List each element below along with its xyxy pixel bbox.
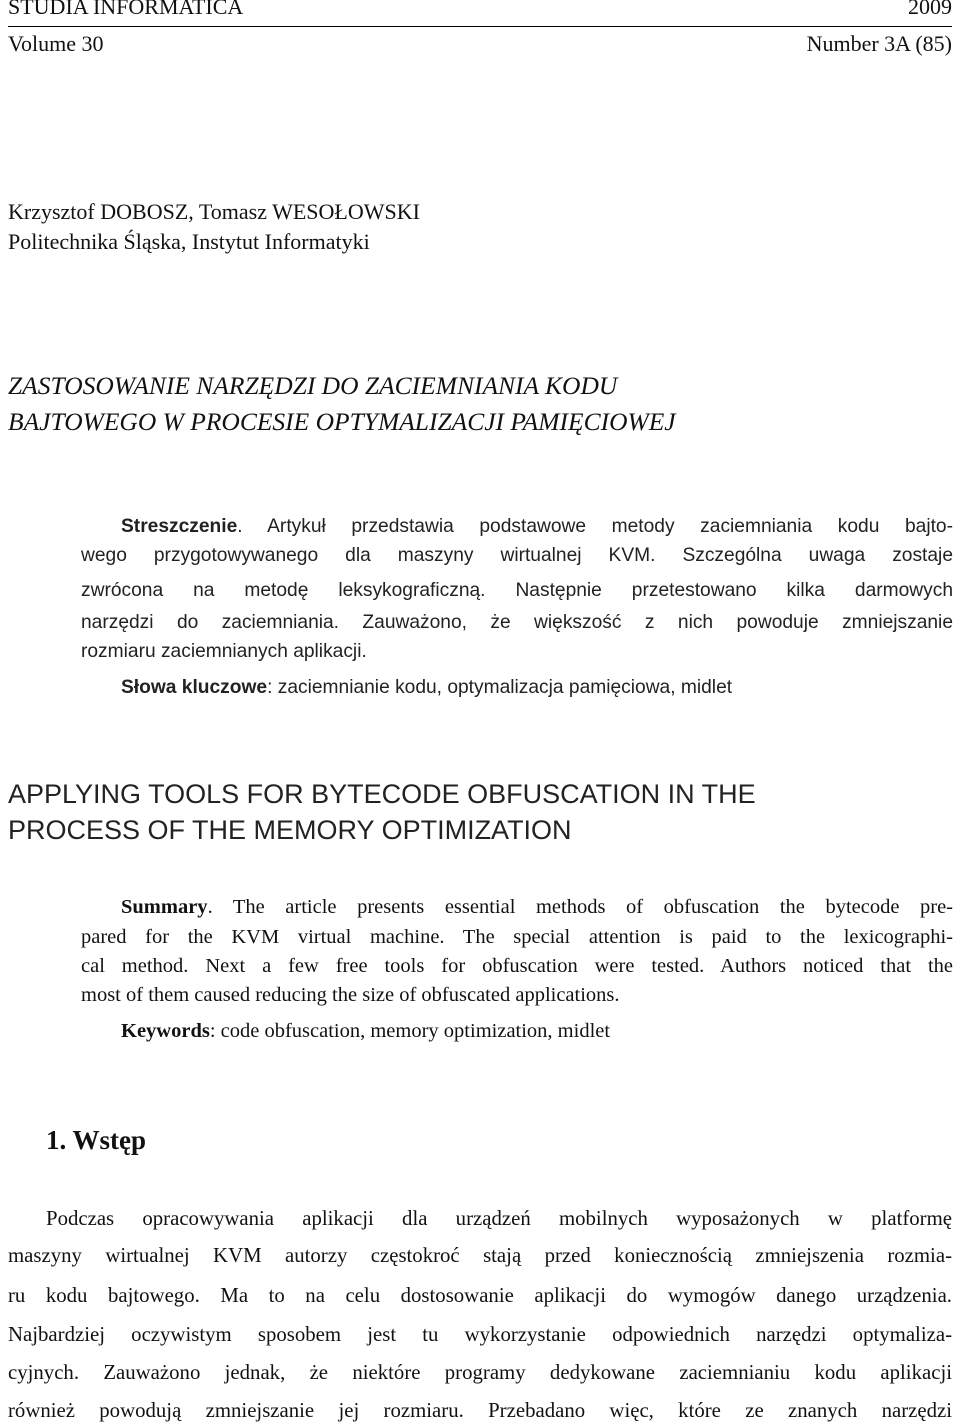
abstract-en-line-4: most of them caused reducing the size of obfuscated applications. [81, 984, 620, 1006]
title-pl-line-2: BAJTOWEGO W PROCESIE OPTYMALIZACJI PAMIĘCIOWEJ [8, 407, 676, 436]
abstract-pl-line-1 [121, 516, 953, 538]
keywords-pl-values: : zaciemnianie kodu, optymalizacja pamięciowa, midlet [267, 677, 733, 698]
author-affiliation: Politechnika Śląska, Instytut Informatyki [8, 229, 370, 254]
body-line-6: również powodują zmniejszanie jej rozmiaru. Przebadano więc, które ze znanych narzędzi [8, 1399, 952, 1422]
body-line-4: Najbardziej oczywistym sposobem jest tu wykorzystanie odpowiednich narzędzi optymaliza- [8, 1323, 952, 1346]
keywords-en [121, 1020, 610, 1043]
abstract-pl-line-5: rozmiaru zaciemnianych aplikacji. [81, 641, 367, 662]
body-line-3: ru kodu bajtowego. Ma to na celu dostosowanie aplikacji do wymogów danego urządzenia. [8, 1284, 952, 1307]
abstract-en-line-3: cal method. Next a few free tools for obfuscation were tested. Authors noticed that the [81, 955, 953, 977]
section-heading: 1. Wstęp [46, 1125, 147, 1155]
title-pl-line-1: ZASTOSOWANIE NARZĘDZI DO ZACIEMNIANIA KODU [8, 371, 618, 400]
keywords-pl [121, 677, 732, 699]
abstract-pl-label: Streszczenie [121, 516, 238, 537]
abstract-en-text: . The article presents essential methods of obfuscation the bytecode pre- [207, 896, 953, 918]
abstract-en-line-2: pared for the KVM virtual machine. The special attention is paid to the lexicographi- [81, 926, 953, 948]
author-names: Krzysztof DOBOSZ, Tomasz WESOŁOWSKI [8, 199, 420, 224]
abstract-pl-line-4: narzędzi do zaciemniania. Zauważono, że większość z nich powoduje zmniejszanie [81, 612, 953, 633]
body-line-1: Podczas opracowywania aplikacji dla urządzeń mobilnych wyposażonych w platformę [46, 1207, 952, 1230]
abstract-pl-line-3: zwrócona na metodę leksykograficzną. Następnie przetestowano kilka darmowych [81, 580, 953, 601]
abstract-pl-text: . Artykuł przedstawia podstawowe metody zaciemniania kodu bajto- [237, 516, 953, 537]
publication-year: 2009 [908, 0, 952, 19]
abstract-en-label: Summary [121, 896, 208, 918]
header-rule [8, 26, 952, 27]
title-en-line-2: PROCESS OF THE MEMORY OPTIMIZATION [8, 815, 572, 845]
abstract-en-line-1 [121, 896, 953, 919]
body-line-5: cyjnych. Zauważono jednak, że niektóre programy dedykowane zaciemnianiu kodu aplikacji [8, 1361, 952, 1384]
journal-name: STUDIA INFORMATICA [8, 0, 244, 19]
abstract-pl-line-2: wego przygotowywanego dla maszyny wirtualnej KVM. Szczególna uwaga zostaje [81, 545, 953, 566]
keywords-en-label: Keywords [121, 1020, 210, 1042]
keywords-pl-label: Słowa kluczowe [121, 677, 268, 698]
keywords-en-values: : code obfuscation, memory optimization, midlet [209, 1020, 611, 1042]
volume-number: Volume 30 [8, 31, 104, 56]
body-line-2: maszyny wirtualnej KVM autorzy częstokroć stają przed koniecznością zmniejszenia rozmia- [8, 1244, 952, 1267]
title-en-line-1: APPLYING TOOLS FOR BYTECODE OBFUSCATION IN THE [8, 779, 756, 809]
issue-number: Number 3A (85) [806, 31, 952, 56]
